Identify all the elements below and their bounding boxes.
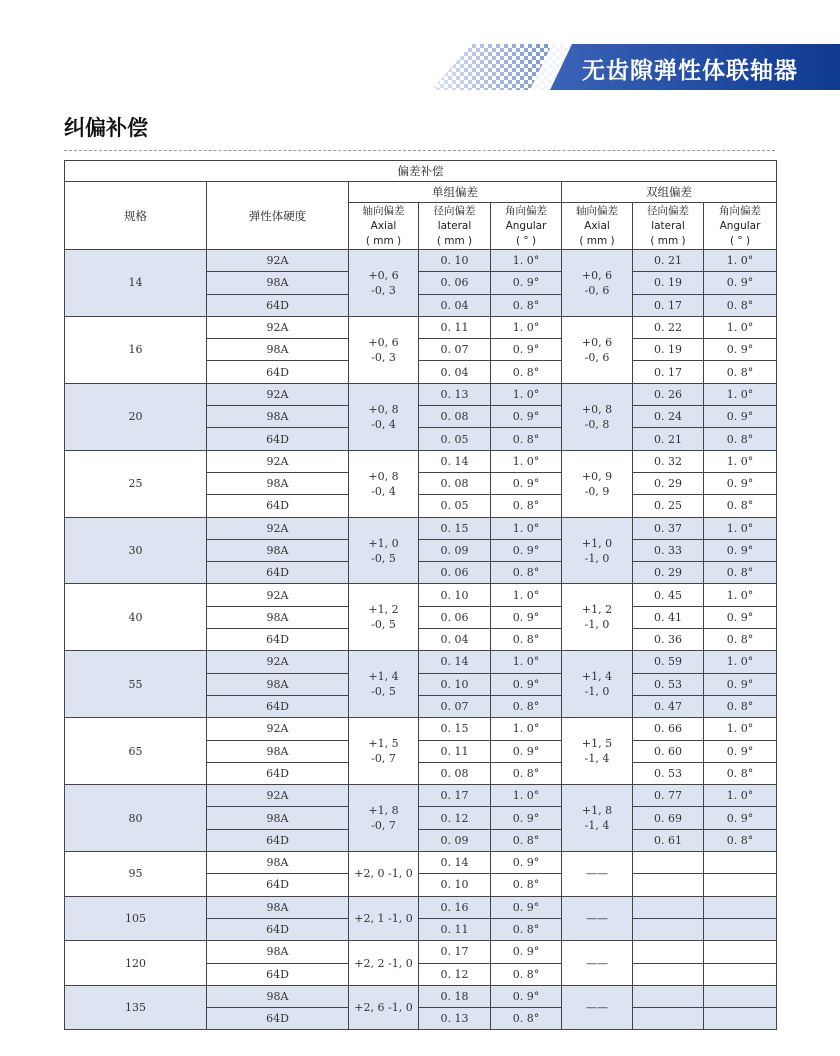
double-lateral-cell: 0. 37 <box>633 517 704 539</box>
sub-col-header <box>491 203 562 250</box>
single-angular-cell: 1. 0° <box>491 383 562 405</box>
sub-col-unit: ( mm ) <box>579 234 615 247</box>
sub-col-header <box>562 203 633 250</box>
size-cell: 55 <box>65 651 207 718</box>
double-angular-cell: 1. 0° <box>704 450 777 472</box>
table-row <box>65 896 777 918</box>
table-row <box>65 785 777 807</box>
double-lateral-cell: 0. 59 <box>633 651 704 673</box>
double-angular-cell <box>704 941 777 963</box>
single-lateral-cell: 0. 12 <box>419 807 491 829</box>
double-angular-cell <box>704 896 777 918</box>
double-angular-cell: 0. 8° <box>704 762 777 784</box>
single-lateral-cell: 0. 05 <box>419 428 491 450</box>
hardness-cell: 98A <box>207 985 349 1007</box>
single-axial-cell: +2, 0 -1, 0 <box>349 852 419 897</box>
hardness-cell: 98A <box>207 852 349 874</box>
size-cell: 65 <box>65 718 207 785</box>
single-angular-cell: 0. 9° <box>491 606 562 628</box>
double-axial-cell: +0, 8 -0, 8 <box>562 383 633 450</box>
hardness-cell: 98A <box>207 272 349 294</box>
double-lateral-cell: 0. 61 <box>633 829 704 851</box>
single-angular-cell: 0. 8° <box>491 562 562 584</box>
sub-col-en: Axial <box>584 219 610 232</box>
table-row <box>65 316 777 338</box>
double-lateral-cell: 0. 69 <box>633 807 704 829</box>
header-banner <box>432 44 840 90</box>
hardness-cell: 64D <box>207 918 349 940</box>
single-lateral-cell: 0. 09 <box>419 829 491 851</box>
double-lateral-cell: 0. 17 <box>633 361 704 383</box>
sub-col-cn: 径向偏差 <box>433 204 476 217</box>
double-lateral-cell: 0. 21 <box>633 428 704 450</box>
size-cell: 120 <box>65 941 207 986</box>
table-row <box>65 584 777 606</box>
single-lateral-cell: 0. 10 <box>419 250 491 272</box>
double-axial-cell: +1, 2 -1, 0 <box>562 584 633 651</box>
double-angular-cell: 0. 8° <box>704 829 777 851</box>
single-axial-cell: +0, 6 -0, 3 <box>349 250 419 317</box>
single-lateral-cell: 0. 10 <box>419 584 491 606</box>
hardness-cell: 92A <box>207 450 349 472</box>
hardness-cell: 98A <box>207 472 349 494</box>
single-angular-cell: 1. 0° <box>491 785 562 807</box>
table-row <box>65 517 777 539</box>
double-lateral-cell: 0. 66 <box>633 718 704 740</box>
double-angular-cell: 1. 0° <box>704 383 777 405</box>
double-lateral-cell: 0. 29 <box>633 472 704 494</box>
single-lateral-cell: 0. 11 <box>419 918 491 940</box>
single-axial-cell: +0, 6 -0, 3 <box>349 316 419 383</box>
single-lateral-cell: 0. 06 <box>419 606 491 628</box>
table-row <box>65 383 777 405</box>
single-lateral-cell: 0. 15 <box>419 718 491 740</box>
double-angular-cell: 1. 0° <box>704 316 777 338</box>
sub-col-cn: 轴向偏差 <box>362 204 405 217</box>
single-angular-cell: 0. 8° <box>491 361 562 383</box>
double-angular-cell: 1. 0° <box>704 517 777 539</box>
table-row <box>65 985 777 1007</box>
sub-col-unit: ( mm ) <box>365 234 402 247</box>
sub-col-cn: 轴向偏差 <box>576 204 618 217</box>
single-angular-cell: 0. 8° <box>491 1008 562 1030</box>
sub-col-unit: ( mm ) <box>650 234 686 247</box>
double-lateral-cell: 0. 32 <box>633 450 704 472</box>
double-angular-cell: 0. 8° <box>704 495 777 517</box>
hardness-cell: 92A <box>207 250 349 272</box>
hardness-cell: 64D <box>207 874 349 896</box>
hardness-cell: 98A <box>207 673 349 695</box>
single-lateral-cell: 0. 10 <box>419 673 491 695</box>
single-lateral-cell: 0. 11 <box>419 740 491 762</box>
double-lateral-cell <box>633 941 704 963</box>
double-lateral-cell: 0. 41 <box>633 606 704 628</box>
double-angular-cell <box>704 963 777 985</box>
banner-title: 无齿隙弹性体联轴器 <box>582 58 798 84</box>
double-lateral-cell: 0. 17 <box>633 294 704 316</box>
sub-col-cn: 角向偏差 <box>719 204 761 217</box>
sub-col-unit: ( mm ) <box>436 234 473 247</box>
double-angular-cell: 0. 9° <box>704 472 777 494</box>
group-header: 偏差补偿 <box>65 161 777 182</box>
table-row <box>65 250 777 272</box>
double-axial-cell: —— <box>562 896 633 941</box>
hardness-cell: 98A <box>207 406 349 428</box>
hardness-cell: 92A <box>207 584 349 606</box>
single-angular-cell: 0. 9° <box>491 896 562 918</box>
size-cell: 135 <box>65 985 207 1030</box>
double-axial-cell: +0, 9 -0, 9 <box>562 450 633 517</box>
single-axial-cell: +1, 0 -0, 5 <box>349 517 419 584</box>
double-lateral-cell: 0. 24 <box>633 406 704 428</box>
double-angular-cell <box>704 874 777 896</box>
double-axial-cell: +0, 6 -0, 6 <box>562 250 633 317</box>
single-angular-cell: 0. 8° <box>491 963 562 985</box>
double-angular-cell <box>704 852 777 874</box>
single-angular-cell: 1. 0° <box>491 718 562 740</box>
single-angular-cell: 0. 8° <box>491 428 562 450</box>
single-axial-cell: +1, 8 -0, 7 <box>349 785 419 852</box>
double-angular-cell <box>704 1008 777 1030</box>
sub-col-en: Angular <box>719 219 761 232</box>
single-lateral-cell: 0. 04 <box>419 629 491 651</box>
double-lateral-cell: 0. 53 <box>633 673 704 695</box>
double-axial-cell: +1, 8 -1, 4 <box>562 785 633 852</box>
sub-col-en: lateral <box>437 219 472 232</box>
double-angular-cell <box>704 985 777 1007</box>
double-lateral-cell <box>633 918 704 940</box>
double-angular-cell: 1. 0° <box>704 718 777 740</box>
double-group-header: 双组偏差 <box>562 182 777 203</box>
size-cell: 95 <box>65 852 207 897</box>
double-angular-cell: 0. 9° <box>704 406 777 428</box>
double-angular-cell: 1. 0° <box>704 651 777 673</box>
hardness-cell: 64D <box>207 963 349 985</box>
single-lateral-cell: 0. 12 <box>419 963 491 985</box>
section-title: 纠偏补偿 <box>64 116 148 140</box>
double-angular-cell: 0. 8° <box>704 361 777 383</box>
double-axial-cell: +1, 5 -1, 4 <box>562 718 633 785</box>
single-angular-cell: 0. 9° <box>491 985 562 1007</box>
hardness-cell: 98A <box>207 941 349 963</box>
single-lateral-cell: 0. 08 <box>419 762 491 784</box>
single-axial-cell: +1, 2 -0, 5 <box>349 584 419 651</box>
single-group-header: 单组偏差 <box>349 182 562 203</box>
single-lateral-cell: 0. 06 <box>419 272 491 294</box>
hardness-cell: 92A <box>207 785 349 807</box>
hardness-cell: 92A <box>207 316 349 338</box>
double-lateral-cell <box>633 985 704 1007</box>
hardness-cell: 98A <box>207 539 349 561</box>
double-angular-cell: 0. 9° <box>704 740 777 762</box>
single-lateral-cell: 0. 14 <box>419 450 491 472</box>
single-lateral-cell: 0. 07 <box>419 339 491 361</box>
double-axial-cell: —— <box>562 985 633 1030</box>
double-lateral-cell: 0. 26 <box>633 383 704 405</box>
single-lateral-cell: 0. 18 <box>419 985 491 1007</box>
col-hardness-header: 弹性体硬度 <box>207 182 349 250</box>
size-cell: 20 <box>65 383 207 450</box>
single-axial-cell: +1, 5 -0, 7 <box>349 718 419 785</box>
double-angular-cell: 0. 8° <box>704 428 777 450</box>
double-lateral-cell: 0. 36 <box>633 629 704 651</box>
hardness-cell: 98A <box>207 606 349 628</box>
double-lateral-cell: 0. 19 <box>633 339 704 361</box>
size-cell: 30 <box>65 517 207 584</box>
hardness-cell: 64D <box>207 829 349 851</box>
double-lateral-cell: 0. 25 <box>633 495 704 517</box>
hardness-cell: 98A <box>207 896 349 918</box>
single-angular-cell: 0. 9° <box>491 807 562 829</box>
single-angular-cell: 0. 9° <box>491 941 562 963</box>
double-lateral-cell: 0. 33 <box>633 539 704 561</box>
sub-col-header <box>349 203 419 250</box>
double-angular-cell: 0. 9° <box>704 539 777 561</box>
double-axial-cell: —— <box>562 941 633 986</box>
double-lateral-cell: 0. 47 <box>633 695 704 717</box>
double-lateral-cell: 0. 22 <box>633 316 704 338</box>
single-lateral-cell: 0. 17 <box>419 941 491 963</box>
sub-col-en: lateral <box>651 219 685 232</box>
table-row <box>65 651 777 673</box>
hardness-cell: 98A <box>207 807 349 829</box>
double-angular-cell: 0. 9° <box>704 339 777 361</box>
single-lateral-cell: 0. 11 <box>419 316 491 338</box>
double-lateral-cell: 0. 60 <box>633 740 704 762</box>
single-angular-cell: 0. 9° <box>491 673 562 695</box>
double-angular-cell: 0. 8° <box>704 695 777 717</box>
single-lateral-cell: 0. 13 <box>419 383 491 405</box>
single-angular-cell: 0. 8° <box>491 829 562 851</box>
hardness-cell: 64D <box>207 762 349 784</box>
hardness-cell: 92A <box>207 718 349 740</box>
double-axial-cell: +0, 6 -0, 6 <box>562 316 633 383</box>
single-lateral-cell: 0. 13 <box>419 1008 491 1030</box>
double-angular-cell: 0. 8° <box>704 629 777 651</box>
size-cell: 16 <box>65 316 207 383</box>
single-angular-cell: 0. 8° <box>491 294 562 316</box>
single-lateral-cell: 0. 04 <box>419 294 491 316</box>
single-angular-cell: 1. 0° <box>491 250 562 272</box>
sub-col-unit: ( ° ) <box>729 234 751 247</box>
double-angular-cell <box>704 918 777 940</box>
double-axial-cell: +1, 0 -1, 0 <box>562 517 633 584</box>
hardness-cell: 64D <box>207 562 349 584</box>
single-angular-cell: 0. 9° <box>491 740 562 762</box>
sub-col-cn: 径向偏差 <box>647 204 689 217</box>
table-row <box>65 941 777 963</box>
double-lateral-cell <box>633 896 704 918</box>
double-angular-cell: 0. 8° <box>704 294 777 316</box>
single-angular-cell: 0. 9° <box>491 539 562 561</box>
double-angular-cell: 0. 9° <box>704 807 777 829</box>
col-spec-header: 规格 <box>65 182 207 250</box>
single-lateral-cell: 0. 08 <box>419 472 491 494</box>
single-axial-cell: +2, 1 -1, 0 <box>349 896 419 941</box>
double-angular-cell: 0. 9° <box>704 606 777 628</box>
single-lateral-cell: 0. 17 <box>419 785 491 807</box>
double-lateral-cell: 0. 77 <box>633 785 704 807</box>
single-lateral-cell: 0. 15 <box>419 517 491 539</box>
double-angular-cell: 0. 8° <box>704 562 777 584</box>
hardness-cell: 64D <box>207 629 349 651</box>
hardness-cell: 92A <box>207 651 349 673</box>
single-angular-cell: 0. 8° <box>491 762 562 784</box>
hardness-cell: 64D <box>207 428 349 450</box>
single-angular-cell: 0. 9° <box>491 339 562 361</box>
double-lateral-cell: 0. 21 <box>633 250 704 272</box>
double-angular-cell: 1. 0° <box>704 250 777 272</box>
double-lateral-cell <box>633 852 704 874</box>
sub-col-en: Angular <box>505 219 547 232</box>
single-lateral-cell: 0. 06 <box>419 562 491 584</box>
hardness-cell: 64D <box>207 1008 349 1030</box>
single-angular-cell: 0. 8° <box>491 918 562 940</box>
double-axial-cell: —— <box>562 852 633 897</box>
single-lateral-cell: 0. 09 <box>419 539 491 561</box>
sub-col-cn: 角向偏差 <box>505 204 547 217</box>
single-lateral-cell: 0. 10 <box>419 874 491 896</box>
single-lateral-cell: 0. 07 <box>419 695 491 717</box>
single-axial-cell: +0, 8 -0, 4 <box>349 450 419 517</box>
double-angular-cell: 0. 9° <box>704 272 777 294</box>
double-lateral-cell: 0. 29 <box>633 562 704 584</box>
single-angular-cell: 0. 9° <box>491 472 562 494</box>
single-angular-cell: 1. 0° <box>491 517 562 539</box>
sub-col-header <box>633 203 704 250</box>
single-lateral-cell: 0. 16 <box>419 896 491 918</box>
hardness-cell: 64D <box>207 495 349 517</box>
sub-col-en: Axial <box>370 219 397 232</box>
size-cell: 105 <box>65 896 207 941</box>
double-axial-cell: +1, 4 -1, 0 <box>562 651 633 718</box>
double-angular-cell: 0. 9° <box>704 673 777 695</box>
double-lateral-cell <box>633 874 704 896</box>
single-angular-cell: 0. 9° <box>491 272 562 294</box>
single-angular-cell: 0. 9° <box>491 852 562 874</box>
hardness-cell: 92A <box>207 383 349 405</box>
sub-col-header <box>704 203 777 250</box>
single-angular-cell: 0. 8° <box>491 874 562 896</box>
hardness-cell: 64D <box>207 361 349 383</box>
single-angular-cell: 0. 9° <box>491 406 562 428</box>
single-lateral-cell: 0. 08 <box>419 406 491 428</box>
size-cell: 25 <box>65 450 207 517</box>
hardness-cell: 64D <box>207 294 349 316</box>
deviation-compensation-table <box>64 160 777 1030</box>
single-lateral-cell: 0. 14 <box>419 852 491 874</box>
size-cell: 14 <box>65 250 207 317</box>
double-lateral-cell <box>633 963 704 985</box>
table-row <box>65 718 777 740</box>
single-lateral-cell: 0. 14 <box>419 651 491 673</box>
double-angular-cell: 1. 0° <box>704 785 777 807</box>
table-row <box>65 852 777 874</box>
single-angular-cell: 1. 0° <box>491 316 562 338</box>
single-axial-cell: +1, 4 -0, 5 <box>349 651 419 718</box>
single-angular-cell: 0. 8° <box>491 695 562 717</box>
size-cell: 80 <box>65 785 207 852</box>
sub-col-header <box>419 203 491 250</box>
double-lateral-cell: 0. 45 <box>633 584 704 606</box>
single-lateral-cell: 0. 05 <box>419 495 491 517</box>
single-angular-cell: 1. 0° <box>491 651 562 673</box>
table-row <box>65 450 777 472</box>
double-lateral-cell <box>633 1008 704 1030</box>
single-angular-cell: 1. 0° <box>491 450 562 472</box>
hardness-cell: 92A <box>207 517 349 539</box>
sub-col-unit: ( ° ) <box>515 234 537 247</box>
hardness-cell: 98A <box>207 740 349 762</box>
single-angular-cell: 1. 0° <box>491 584 562 606</box>
size-cell: 40 <box>65 584 207 651</box>
section-divider <box>64 150 775 151</box>
single-angular-cell: 0. 8° <box>491 629 562 651</box>
double-lateral-cell: 0. 53 <box>633 762 704 784</box>
hardness-cell: 98A <box>207 339 349 361</box>
single-axial-cell: +2, 6 -1, 0 <box>349 985 419 1030</box>
single-angular-cell: 0. 8° <box>491 495 562 517</box>
hardness-cell: 64D <box>207 695 349 717</box>
single-lateral-cell: 0. 04 <box>419 361 491 383</box>
double-lateral-cell: 0. 19 <box>633 272 704 294</box>
single-axial-cell: +0, 8 -0, 4 <box>349 383 419 450</box>
double-angular-cell: 1. 0° <box>704 584 777 606</box>
single-axial-cell: +2, 2 -1, 0 <box>349 941 419 986</box>
